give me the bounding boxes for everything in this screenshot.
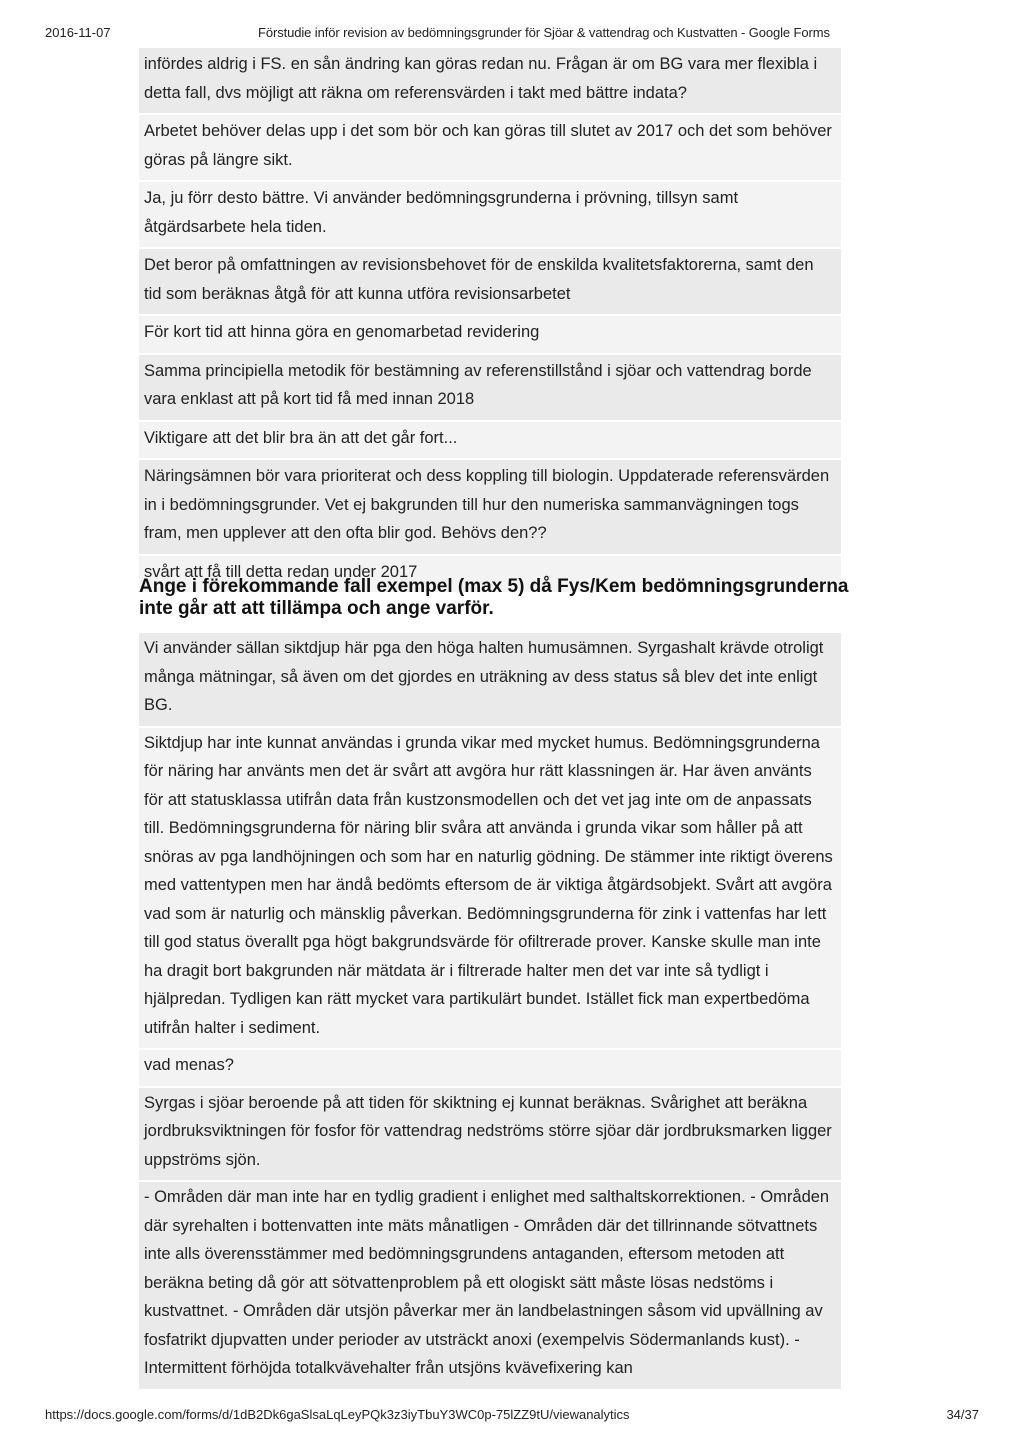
response-item: Det beror på omfattningen av revisionsbehovet för de enskilda kvalitetsfaktorerna, samt den tid som beräknas åtgå för att kunna utföra revisionsarbetet [139,249,841,316]
page-number: 34/37 [946,1407,979,1422]
response-item: Samma principiella metodik för bestämning av referenstillstånd i sjöar och vattendrag borde vara enklast att på kort tid få med innan 2018 [139,355,841,422]
response-item: Syrgas i sjöar beroende på att tiden för skiktning ej kunnat beräknas. Svårighet att beräkna jordbruksviktningen för fosfor för vattendrag nedströms större sjöar där jordbruksmarken ligger uppströms sjön. [139,1088,841,1183]
response-item: För kort tid att hinna göra en genomarbetad revidering [139,316,841,355]
response-list-current-question [139,633,841,1400]
response-item: svårt att få till detta redan under 2017 [139,556,841,595]
document-title: Förstudie inför revision av bedömningsgrunder för Sjöar & vattendrag och Kustvatten - Google Forms [258,25,830,40]
response-item: Arbetet behöver delas upp i det som bör och kan göras till slutet av 2017 och det som behöver göras på längre sikt. [139,115,841,182]
response-item: - Områden där man inte har en tydlig gradient i enlighet med salthaltskorrektionen. - Områden där syrehalten i bottenvatten inte mäts månatligen - Områden där det tillrinnande sötvattnets inte alls överensstämmer med bedömningsgrundens antaganden, eftersom metoden att beräkna beting då gör att sötvattenproblem på ett ologiskt sätt måste lösas nedstöms i kustvattnet. - Områden där utsjön påverkar mer än landbelastningen såsom vid upvällning av fosfatrikt djupvatten under perioder av utsträckt anoxi (exempelvis Södermanlands kust). - Intermittent förhöjda totalkvävehalter från utsjöns kvävefixering kan [139,1182,841,1391]
response-item: infördes aldrig i FS. en sån ändring kan göras redan nu. Frågan är om BG vara mer flexibla i detta fall, dvs möjligt att räkna om referensvärden i takt med bättre indata? [139,48,841,115]
question-heading: Ange i förekommande fall exempel (max 5) då Fys/Kem bedömningsgrunderna inte går att att tillämpa och ange varför. [139,576,849,619]
response-item: vad menas? [139,1050,841,1088]
page-url: https://docs.google.com/forms/d/1dB2Dk6gaSlsaLqLeyPQk3z3iyTbuY3WC0p-75lZZ9tU/viewanalytics [45,1407,630,1422]
response-item: Siktdjup har inte kunnat användas i grunda vikar med mycket humus. Bedömningsgrunderna för näring har använts men det är svårt att avgöra hur rätt klassningen är. Har även använts för att statusklassa utifrån data från kustzonsmodellen och det vet jag inte om de anpassats till. Bedömningsgrunderna för näring blir svåra att använda i grunda vikar som håller på att snöras av pga landhöjningen och som har en naturlig gödning. De stämmer inte riktigt överens med vattentypen men har ändå bedömts eftersom de är viktiga åtgärdsobjekt. Svårt att avgöra vad som är naturlig och mänsklig påverkan. Bedömningsgrunderna för zink i vattenfas har lett till god status överallt pga högt bakgrundsvärde för ofiltrerade prover. Kanske skulle man inte ha dragit bort bakgrunden när mätdata är i filtrerade halter men det var inte så tydligt i hjälpredan. Tydligen kan rätt mycket vara partikulärt bundet. Istället fick man expertbedöma utifrån halter i sediment. [139,728,841,1051]
response-item: Näringsämnen bör vara prioriterat och dess koppling till biologin. Uppdaterade referensvärden in i bedömningsgrunder. Vet ej bakgrunden till hur den numeriska sammanvägningen togs fram, men upplever att den ofta blir god. Behövs den?? [139,460,841,556]
response-item: Ja, ju förr desto bättre. Vi använder bedömningsgrunderna i prövning, tillsyn samt åtgärdsarbete hela tiden. [139,182,841,249]
print-date: 2016-11-07 [45,25,111,40]
response-list-previous-question [139,48,841,594]
response-item: Vi använder sällan siktdjup här pga den höga halten humusämnen. Syrgashalt krävde otroligt många mätningar, så även om det gjordes en uträkning av dess status så blev det inte enligt BG. [139,633,841,728]
response-item: Viktigare att det blir bra än att det går fort... [139,422,841,461]
